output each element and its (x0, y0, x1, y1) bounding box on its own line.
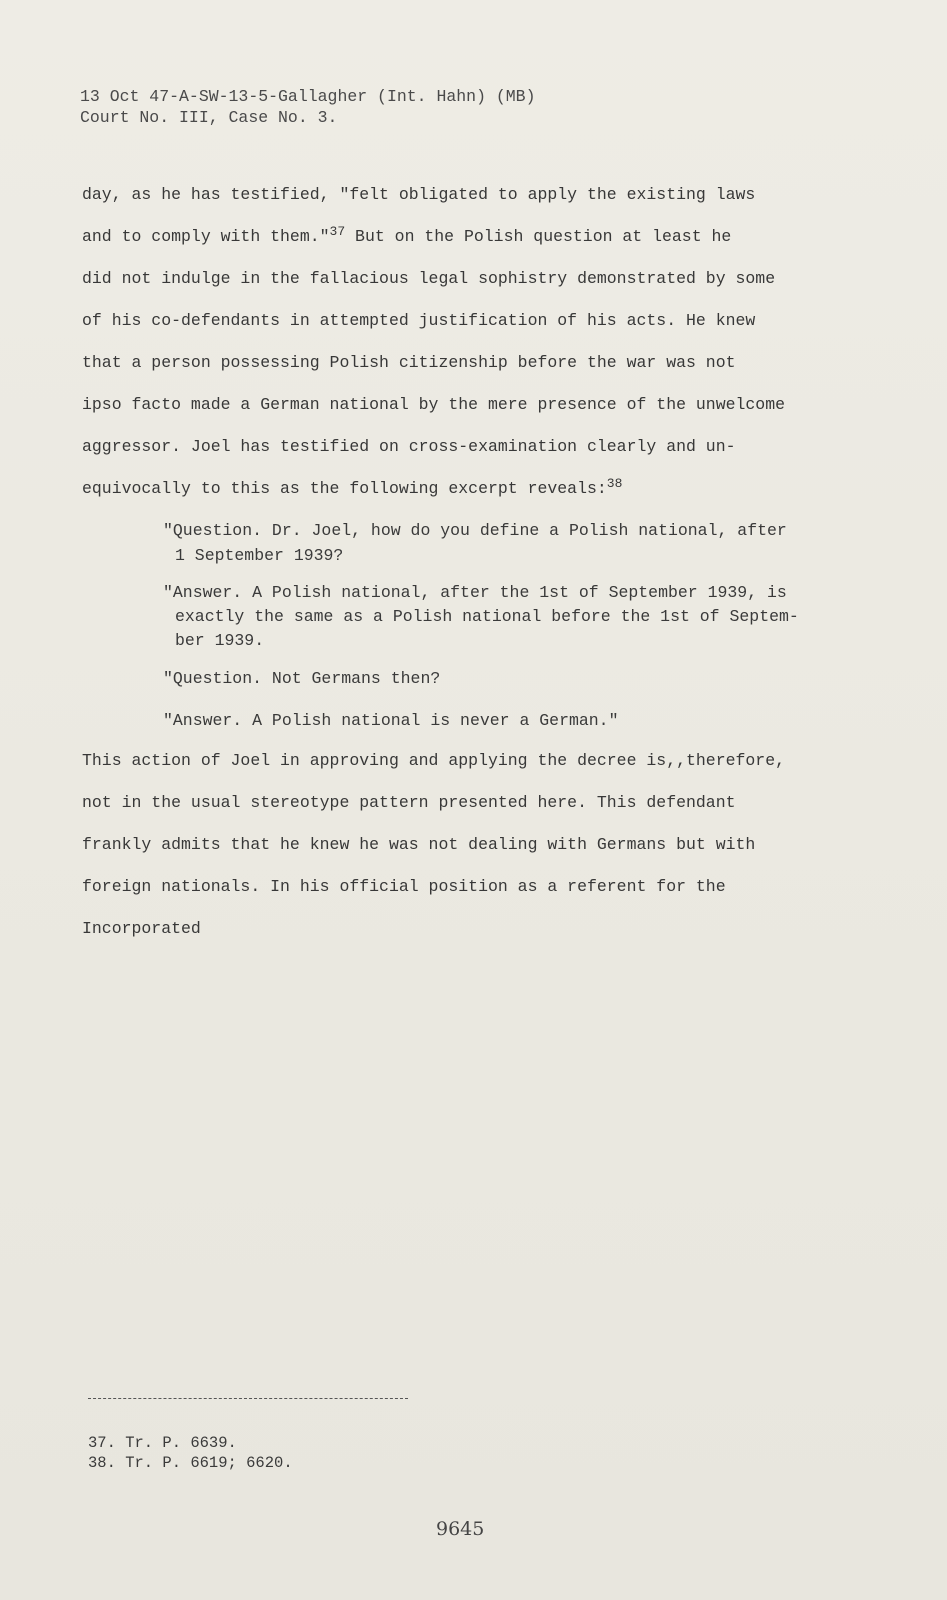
body-text: and to comply with them." (82, 227, 330, 246)
body-line (82, 224, 732, 246)
quote-answer-2: "Answer. A Polish national is never a German." (163, 711, 619, 730)
body-line: Incorporated (82, 919, 201, 938)
body-line: aggressor. Joel has testified on cross-examination clearly and un- (82, 437, 736, 456)
body-line: day, as he has testified, "felt obligated to apply the existing laws (82, 185, 756, 204)
body-line: This action of Joel in approving and applying the decree is,,therefore, (82, 751, 786, 770)
quote-question-1-cont: 1 September 1939? (175, 546, 344, 565)
quote-answer-1-cont: ber 1939. (175, 631, 265, 650)
footnote-ref-37: 37 (329, 224, 346, 239)
footnote-ref-38: 38 (606, 476, 623, 491)
page-number: 9645 (436, 1518, 485, 1540)
body-line: did not indulge in the fallacious legal sophistry demonstrated by some (82, 269, 776, 288)
body-text: equivocally to this as the following excerpt reveals: (82, 479, 607, 498)
body-line: frankly admits that he knew he was not dealing with Germans but with (82, 835, 756, 854)
body-line: of his co-defendants in attempted justification of his acts. He knew (82, 311, 756, 330)
header-line-2: Court No. III, Case No. 3. (80, 108, 338, 127)
document-header (80, 86, 535, 128)
body-line: ipso facto made a German national by the mere presence of the unwelcome (82, 395, 786, 414)
quote-question-1: "Question. Dr. Joel, how do you define a Polish national, after (163, 521, 787, 540)
body-line (82, 476, 623, 498)
body-line: foreign nationals. In his official position as a referent for the (82, 877, 726, 896)
body-line: that a person possessing Polish citizenship before the war was not (82, 353, 736, 372)
footnote-divider (88, 1398, 408, 1399)
footnote-37: 37. Tr. P. 6639. (88, 1434, 237, 1452)
quote-answer-1: "Answer. A Polish national, after the 1st of September 1939, is (163, 583, 787, 602)
footnote-38: 38. Tr. P. 6619; 6620. (88, 1454, 293, 1472)
header-line-1: 13 Oct 47-A-SW-13-5-Gallagher (Int. Hahn) (MB) (80, 87, 536, 106)
body-line: not in the usual stereotype pattern presented here. This defendant (82, 793, 736, 812)
quote-question-2: "Question. Not Germans then? (163, 669, 441, 688)
quote-answer-1-cont: exactly the same as a Polish national before the 1st of Septem- (175, 607, 799, 626)
body-text: But on the Polish question at least he (345, 227, 732, 246)
